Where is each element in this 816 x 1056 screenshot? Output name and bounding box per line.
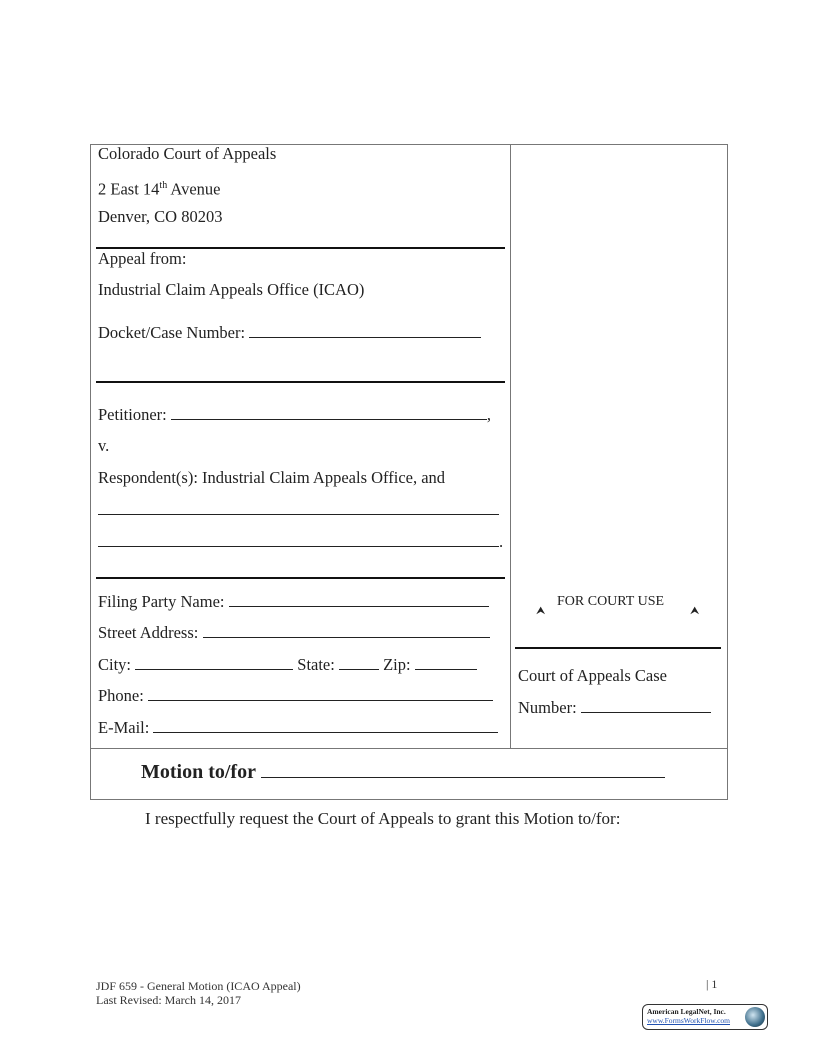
- motion-title: Motion to/for: [141, 761, 256, 783]
- docket-field[interactable]: [98, 322, 481, 343]
- label: State:: [297, 655, 335, 674]
- footer-form: JDF 659 - General Motion (ICAO Appeal): [96, 979, 301, 993]
- respondent-line-2[interactable]: [98, 531, 503, 552]
- blank[interactable]: [203, 622, 490, 638]
- state-blank[interactable]: [339, 654, 379, 670]
- motion-title-field[interactable]: [141, 759, 665, 784]
- section-rule: [96, 577, 505, 579]
- address-text: Avenue: [167, 179, 221, 199]
- legalnet-logo[interactable]: [642, 1004, 768, 1030]
- respondent-label: Respondent(s): Industrial Claim Appeals Office, and: [98, 468, 446, 487]
- logo-name: American LegalNet, Inc.: [647, 1007, 726, 1016]
- blank[interactable]: [229, 591, 489, 607]
- respondent-blank[interactable]: [98, 499, 499, 515]
- appeal-label: Appeal from:: [98, 249, 187, 268]
- section-rule: [515, 647, 721, 649]
- motion-divider: [90, 748, 727, 749]
- docket-blank[interactable]: [249, 322, 481, 338]
- label: Number:: [518, 698, 577, 717]
- petitioner-blank[interactable]: [171, 404, 487, 420]
- respondent-line-1[interactable]: [98, 499, 499, 520]
- request-text: I respectfully request the Court of Appeals to grant this Motion to/for:: [145, 809, 621, 828]
- court-name: Colorado Court of Appeals: [98, 144, 277, 163]
- respondent-blank[interactable]: [98, 531, 499, 547]
- arrow-up-icon: ⮝: [536, 605, 546, 617]
- docket-label: Docket/Case Number:: [98, 323, 246, 342]
- comma: ,: [486, 405, 491, 424]
- label: E-Mail:: [98, 718, 150, 737]
- page-number: | 1: [706, 977, 718, 991]
- label: Street Address:: [98, 623, 199, 642]
- blank[interactable]: [153, 717, 498, 733]
- petitioner-field[interactable]: [98, 404, 491, 425]
- appeal-from: Industrial Claim Appeals Office (ICAO): [98, 280, 365, 299]
- column-divider: [510, 144, 511, 748]
- filing-name-field[interactable]: [98, 591, 489, 612]
- label: Phone:: [98, 686, 144, 705]
- label: City:: [98, 655, 132, 674]
- section-rule: [96, 381, 505, 383]
- email-field[interactable]: [98, 717, 498, 738]
- footer-revised: Last Revised: March 14, 2017: [96, 993, 241, 1007]
- court-use-label: FOR COURT USE: [557, 594, 665, 609]
- court-city: Denver, CO 80203: [98, 207, 223, 226]
- case-label: Court of Appeals Case: [518, 666, 667, 685]
- globe-icon: [745, 1007, 765, 1027]
- address-sup: th: [159, 180, 168, 191]
- case-number-blank[interactable]: [581, 697, 711, 713]
- city-blank[interactable]: [135, 654, 293, 670]
- logo-url[interactable]: www.FormsWorkFlow.com: [647, 1016, 731, 1025]
- period: .: [499, 532, 504, 551]
- label: Zip:: [383, 655, 411, 674]
- phone-field[interactable]: [98, 685, 493, 706]
- address-text: 2 East 14: [98, 179, 160, 199]
- versus: v.: [98, 436, 110, 455]
- motion-blank[interactable]: [261, 759, 665, 778]
- petitioner-label: Petitioner:: [98, 405, 167, 424]
- city-state-zip-field[interactable]: [98, 654, 477, 675]
- case-number-field[interactable]: [518, 697, 711, 718]
- label: Filing Party Name:: [98, 592, 225, 611]
- blank[interactable]: [148, 685, 493, 701]
- street-field[interactable]: [98, 622, 490, 643]
- arrow-up-icon: ⮝: [690, 605, 700, 617]
- court-address: [98, 176, 221, 200]
- zip-blank[interactable]: [415, 654, 477, 670]
